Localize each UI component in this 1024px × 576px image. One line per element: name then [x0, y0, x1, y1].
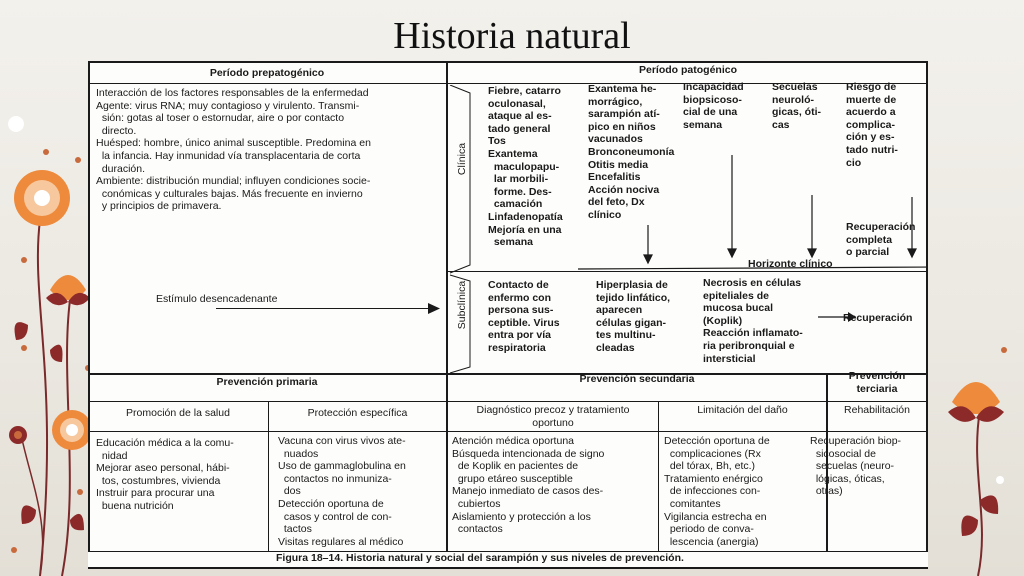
flower-icon	[46, 275, 90, 305]
tertiary-prevention-header: Prevención terciaria	[848, 370, 906, 395]
secondary-prevention-header: Prevención secundaria	[579, 373, 695, 385]
stimulus-label: Estímulo desencadenante	[156, 293, 278, 305]
clinical-col-2: Exantema he- morrágico, sarampión atí- pico en niños vacunados Bronconeumonía Otitis media Encefalitis Acción nociva del feto, Dx clínico	[588, 83, 675, 221]
clinica-label: Clínica	[456, 142, 468, 176]
patogenic-header: Período patogénico	[638, 64, 737, 76]
right-floral-decoration	[930, 330, 1024, 576]
subclinica-label: Subclínica	[456, 280, 468, 330]
subclinical-col-1: Contacto de enfermo con persona sus- ceptible. Virus entra por vía respiratoria	[488, 279, 560, 354]
figure-caption: Figura 18–14. Historia natural y social del sarampión y sus niveles de prevención.	[276, 552, 684, 564]
clinical-col-5: Riesgo de muerte de acuerdo a complica- ción y es- tado nutri- cio	[846, 81, 898, 169]
subheader-early-diagnosis: Diagnóstico precoz y tratamiento oportuno	[476, 404, 630, 429]
subclinical-col-2: Hiperplasia de tejido linfático, aparecen células gigan- tes multinu- cleadas	[596, 279, 671, 354]
recovery-subclinical: Recuperación	[843, 312, 913, 324]
primary-prevention-header: Prevención primaria	[216, 376, 318, 388]
clinical-col-4: Secuelas neuroló- gicas, óti- cas	[772, 81, 822, 131]
flower-icon	[948, 382, 1004, 422]
subheader-promotion: Promoción de la salud	[126, 407, 230, 419]
subheader-damage-limitation: Limitación del daño	[697, 404, 788, 416]
clinical-horizon: Horizonte clínico	[748, 258, 833, 270]
flower-icon	[52, 410, 92, 450]
left-floral-decoration	[0, 100, 100, 576]
subheader-specific-protection: Protección específica	[307, 407, 408, 419]
prepatogenic-body: Interacción de los factores responsables de la enfermedad Agente: virus RNA; muy contagioso y virulento. Transmi- sión: gotas al toser o estornudar, aire o por contacto directo. Huésped: hombre, único animal susceptible. Predomina en la infancia. Hay inmunidad vía transplacentaria de corta duración. Ambiente: distribución mundial; influyen condiciones socie- conómicas y culturales bajas. Más frecuente en invierno y principios de primavera.	[96, 87, 371, 213]
flower-icon	[9, 426, 27, 444]
slide-title: Historia natural	[393, 15, 631, 57]
cell-promotion: Educación médica a la comu- nidad Mejorar aseo personal, hábi- tos, costumbres, vivienda Instruir para procurar una buena nutrición	[96, 437, 234, 512]
cell-rehabilitation: Recuperación biop- sicosocial de secuelas (neuro- lógicas, óticas, otras)	[810, 435, 902, 498]
subclinical-col-3: Necrosis en células epiteliales de mucosa bucal (Koplik) Reacción inflamato- ria peribronquial e intersticial	[703, 277, 803, 365]
clinical-col-3: Incapacidad biopsicoso- cial de una semana	[683, 81, 744, 131]
flower-icon	[14, 170, 70, 226]
natural-history-diagram	[88, 61, 928, 568]
cell-early-diagnosis: Atención médica oportuna Búsqueda intencionada de signo de Koplik en pacientes de grupo etáreo susceptible Manejo inmediato de casos des- cubiertos Aislamiento y protección a los contactos	[452, 435, 605, 536]
cell-specific-protection: Vacuna con virus vivos ate- nuados Uso de gammaglobulina en contactos no inmuniza- dos Detección oportuna de casos y control de con- tactos Visitas regulares al médico	[278, 435, 406, 548]
cell-damage-limitation: Detección oportuna de complicaciones (Rx del tórax, Bh, etc.) Tratamiento enérgico de infecciones con- comitantes Vigilancia estrecha en periodo de conva- lescencia (anergia)	[664, 435, 770, 548]
recovery-clinical: Recuperación completa o parcial	[846, 221, 916, 259]
prepatogenic-header: Período prepatogénico	[209, 67, 325, 79]
clinical-col-1: Fiebre, catarro oculonasal, ataque al es- tado general Tos Exantema maculopapu- lar morbili- forme. Des- camación Linfadenopatía Mejoría en una semana	[488, 85, 563, 249]
subheader-rehabilitation: Rehabilitación	[844, 404, 910, 416]
